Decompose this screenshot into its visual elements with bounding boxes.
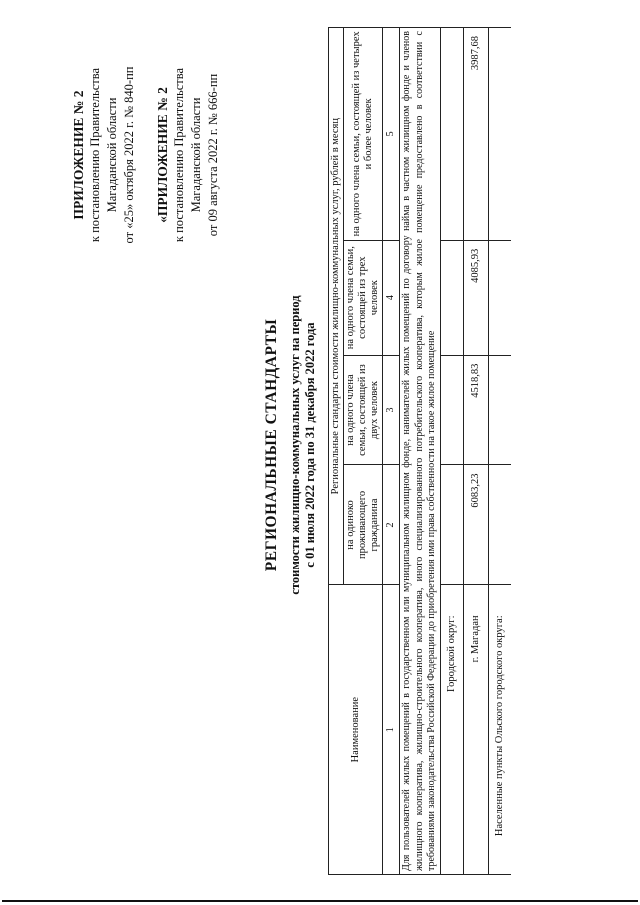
row-value: 6083,23 — [463, 465, 488, 585]
prev-annex-title: «ПРИЛОЖЕНИЕ № 2 — [155, 87, 170, 223]
col-number: 2 — [383, 465, 400, 585]
annex-line: от «25» октября 2022 г. № 840-пп — [122, 66, 136, 244]
annex-title: ПРИЛОЖЕНИЕ № 2 — [71, 90, 86, 220]
document-title: РЕГИОНАЛЬНЫЕ СТАНДАРТЫ — [263, 318, 280, 572]
annex-line: Магаданской области — [105, 97, 119, 213]
col-number: 1 — [383, 585, 400, 875]
row-name: г. Магадан — [463, 585, 488, 875]
annex-line: к постановлению Правительства — [88, 67, 102, 243]
standards-table — [328, 27, 511, 875]
col-name-header: Наименование — [329, 585, 383, 875]
col-number: 5 — [383, 28, 400, 241]
group-label: Населенные пункты Ольского городского округа: — [488, 585, 511, 875]
sub-col-header: на одного члена семьи, состоящей из четырех и более человек — [344, 28, 383, 241]
sub-col-header: на одного члена семьи, состоящей из трех человек — [344, 240, 383, 355]
document-period: с 01 июля 2022 года по 31 декабря 2022 года — [303, 322, 317, 568]
annex-header — [70, 25, 222, 285]
document-heading — [262, 105, 318, 785]
sub-col-header: на одного члена семьи, состоящей из двух человек — [344, 355, 383, 465]
row-value: 3987,68 — [463, 28, 488, 241]
prev-annex-line: к постановлению Правительства — [172, 67, 186, 243]
col-group-header: Региональные стандарты стоимости жилищно-коммунальных услуг, рублей в месяц — [329, 28, 344, 585]
description-row: Для пользователей жилых помещений в государственном или муниципальном жилищном фонде, нанимателей жилых помещений по договору найма в частном жилищном фонде и членов жилищного кооператива, жилищно-строительного кооператива, иного специализированного потребительского кооператива, которым жилое помещение предоставлено в соответствии с требованиями законодательства Российской Федерации до приобретения ими права собственности на такое жилое помещение — [400, 28, 441, 875]
col-number: 3 — [383, 355, 400, 465]
group-label: Городской округ: — [440, 585, 463, 875]
document-subtitle: стоимости жилищно-коммунальных услуг на период — [288, 295, 302, 595]
sub-col-header: на одиноко проживающего гражданина — [344, 465, 383, 585]
prev-annex-line: от 09 августа 2022 г. № 666-пп — [206, 73, 220, 237]
col-number: 4 — [383, 240, 400, 355]
row-value: 4085,93 — [463, 240, 488, 355]
page-bottom-rule — [2, 900, 638, 902]
row-value: 4518,83 — [463, 355, 488, 465]
prev-annex-line: Магаданской области — [189, 97, 203, 213]
